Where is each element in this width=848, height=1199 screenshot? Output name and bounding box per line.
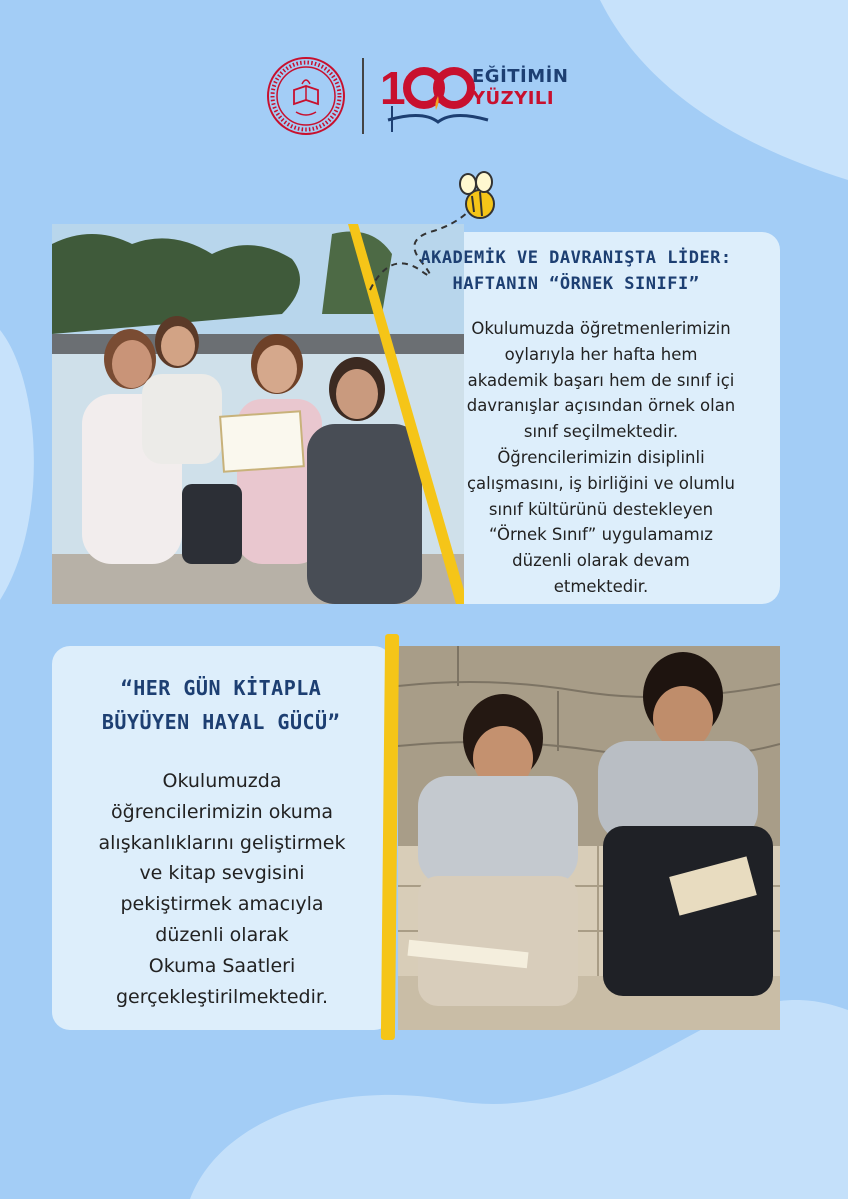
section-1-title-line-1: AKADEMİK VE DAVRANIŞTA LİDER: (420, 248, 732, 268)
section-1-body-line: çalışmasını, iş birliğini ve olumlu (466, 473, 736, 493)
section-2-body-line: alışkanlıklarını geliştirmek (98, 831, 346, 854)
section-1-title-line-2: HAFTANIN “ÖRNEK SINIFI” (452, 274, 700, 294)
section-2-body-line: pekiştirmek amacıyla (120, 893, 324, 916)
section-1-body-line: Okulumuzda öğretmenlerimizin (471, 319, 731, 338)
section-2-body-line: Okulumuzda (162, 770, 282, 792)
section-2-title-line-2: BÜYÜYEN HAYAL GÜCÜ” (101, 710, 341, 734)
ministry-seal-logo (266, 56, 346, 136)
logo-divider (362, 58, 364, 134)
section-2-body-line: öğrencilerimizin okuma (111, 800, 333, 823)
boys-reading-photo (398, 646, 780, 1030)
section-1-body (436, 316, 766, 600)
section-1-body-line: sınıf seçilmektedir. (523, 422, 679, 442)
section-1-body-line: düzenli olarak devam (512, 551, 690, 571)
section-1-body-line: oylarıyla her hafta hem (504, 344, 698, 364)
svg-text:1: 1 (380, 62, 402, 114)
section-2-body (62, 766, 382, 1012)
section-1-body-line: akademik başarı hem de sınıf içi (467, 370, 735, 390)
section-1-body-line: davranışlar açısından örnek olan (466, 396, 736, 416)
section-1-body-line: Öğrencilerimizin disiplinli (497, 447, 705, 467)
section-2-body-line: ve kitap sevgisini (139, 862, 305, 885)
section-1-body-line: etmektedir. (553, 576, 649, 596)
centennial-word-1: EĞİTİMİN (472, 66, 569, 87)
section-2-body-line: gerçekleştirilmektedir. (115, 985, 329, 1008)
section-2-body-line: Okuma Saatleri (148, 954, 296, 977)
section-1-body-line: “Örnek Sınıf” uygulamamız (489, 525, 713, 545)
section-1-body-line: sınıf kültürünü destekleyen (488, 499, 714, 519)
section-2-title-line-1: “HER GÜN KİTAPLA (120, 676, 322, 700)
centennial-word-2: YÜZYILI (472, 88, 555, 109)
section-2-body-line: düzenli olarak (155, 923, 289, 946)
